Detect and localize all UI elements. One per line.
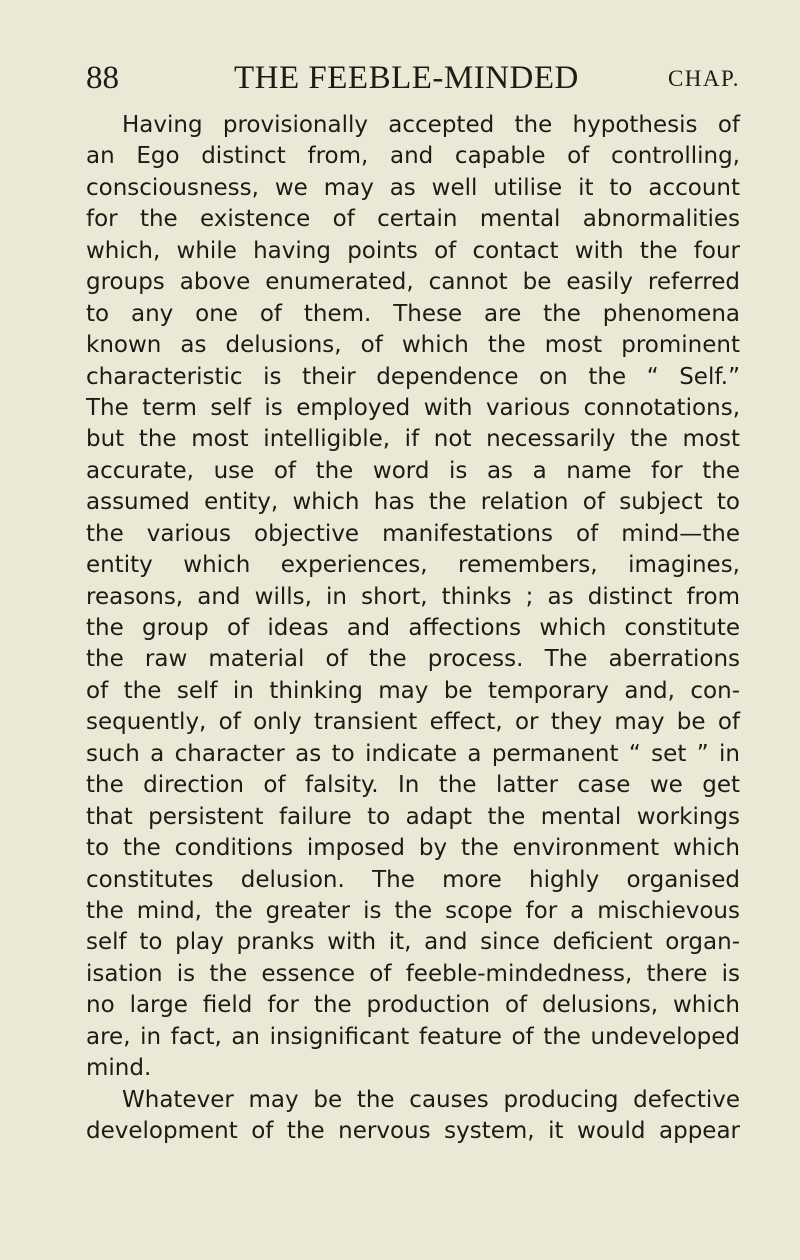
text-line: of the self in thinking may be temporary and, con- <box>86 677 740 704</box>
text-line: mind. <box>86 1055 152 1082</box>
text-line: Whatever may be the causes producing defective <box>122 1086 740 1113</box>
text-line: for the existence of certain mental abnormalities <box>86 206 740 233</box>
text-line: sequently, of only transient effect, or they may be of <box>86 709 740 736</box>
text-line: entity which experiences, remembers, imagines, <box>86 552 740 579</box>
text-line: accurate, use of the word is as a name for the <box>86 457 740 484</box>
text-line: but the most intelligible, if not necessarily the most <box>86 426 740 453</box>
page-number: 88 <box>86 60 119 96</box>
running-title: THE FEEBLE-MINDED <box>234 60 579 96</box>
chapter-label: CHAP. <box>667 66 740 91</box>
text-line: which, while having points of contact with the four <box>86 237 740 264</box>
text-line: the direction of falsity. In the latter case we get <box>86 772 740 799</box>
text-line: reasons, and wills, in short, thinks ; as distinct from <box>86 583 740 610</box>
text-line: development of the nervous system, it would appear <box>86 1118 740 1144</box>
text-line: assumed entity, which has the relation of subject to <box>86 489 740 516</box>
text-line: groups above enumerated, cannot be easily referred <box>86 269 740 296</box>
text-line: the various objective manifestations of mind—the <box>86 520 740 547</box>
text-line: consciousness, we may as well utilise it to account <box>86 174 740 201</box>
text-line: constitutes delusion. The more highly organised <box>86 866 740 893</box>
text-line: such a character as to indicate a permanent “ set ” in <box>86 740 740 767</box>
text-line: known as delusions, of which the most prominent <box>86 332 740 359</box>
text-line: The term self is employed with various connotations, <box>86 394 740 421</box>
text-line: an Ego distinct from, and capable of controlling, <box>86 143 740 170</box>
text-line: to the conditions imposed by the environment which <box>86 835 740 862</box>
body-text <box>86 110 740 1147</box>
text-line: that persistent failure to adapt the mental workings <box>86 803 740 830</box>
running-head <box>86 58 740 98</box>
text-line: self to play pranks with it, and since deficient organ- <box>86 929 740 956</box>
text-line: to any one of them. These are the phenomena <box>86 300 740 327</box>
text-line: characteristic is their dependence on the “ Self.” <box>86 363 740 390</box>
text-line: the group of ideas and affections which constitute <box>86 615 740 641</box>
text-line: no large field for the production of delusions, which <box>86 992 740 1019</box>
text-line: are, in fact, an insignificant feature of the undeveloped <box>86 1023 740 1050</box>
text-line: the mind, the greater is the scope for a mischievous <box>86 897 740 924</box>
text-line: Having provisionally accepted the hypothesis of <box>122 112 740 138</box>
text-line: the raw material of the process. The aberrations <box>86 646 740 673</box>
text-line: isation is the essence of feeble-mindedness, there is <box>86 960 740 987</box>
